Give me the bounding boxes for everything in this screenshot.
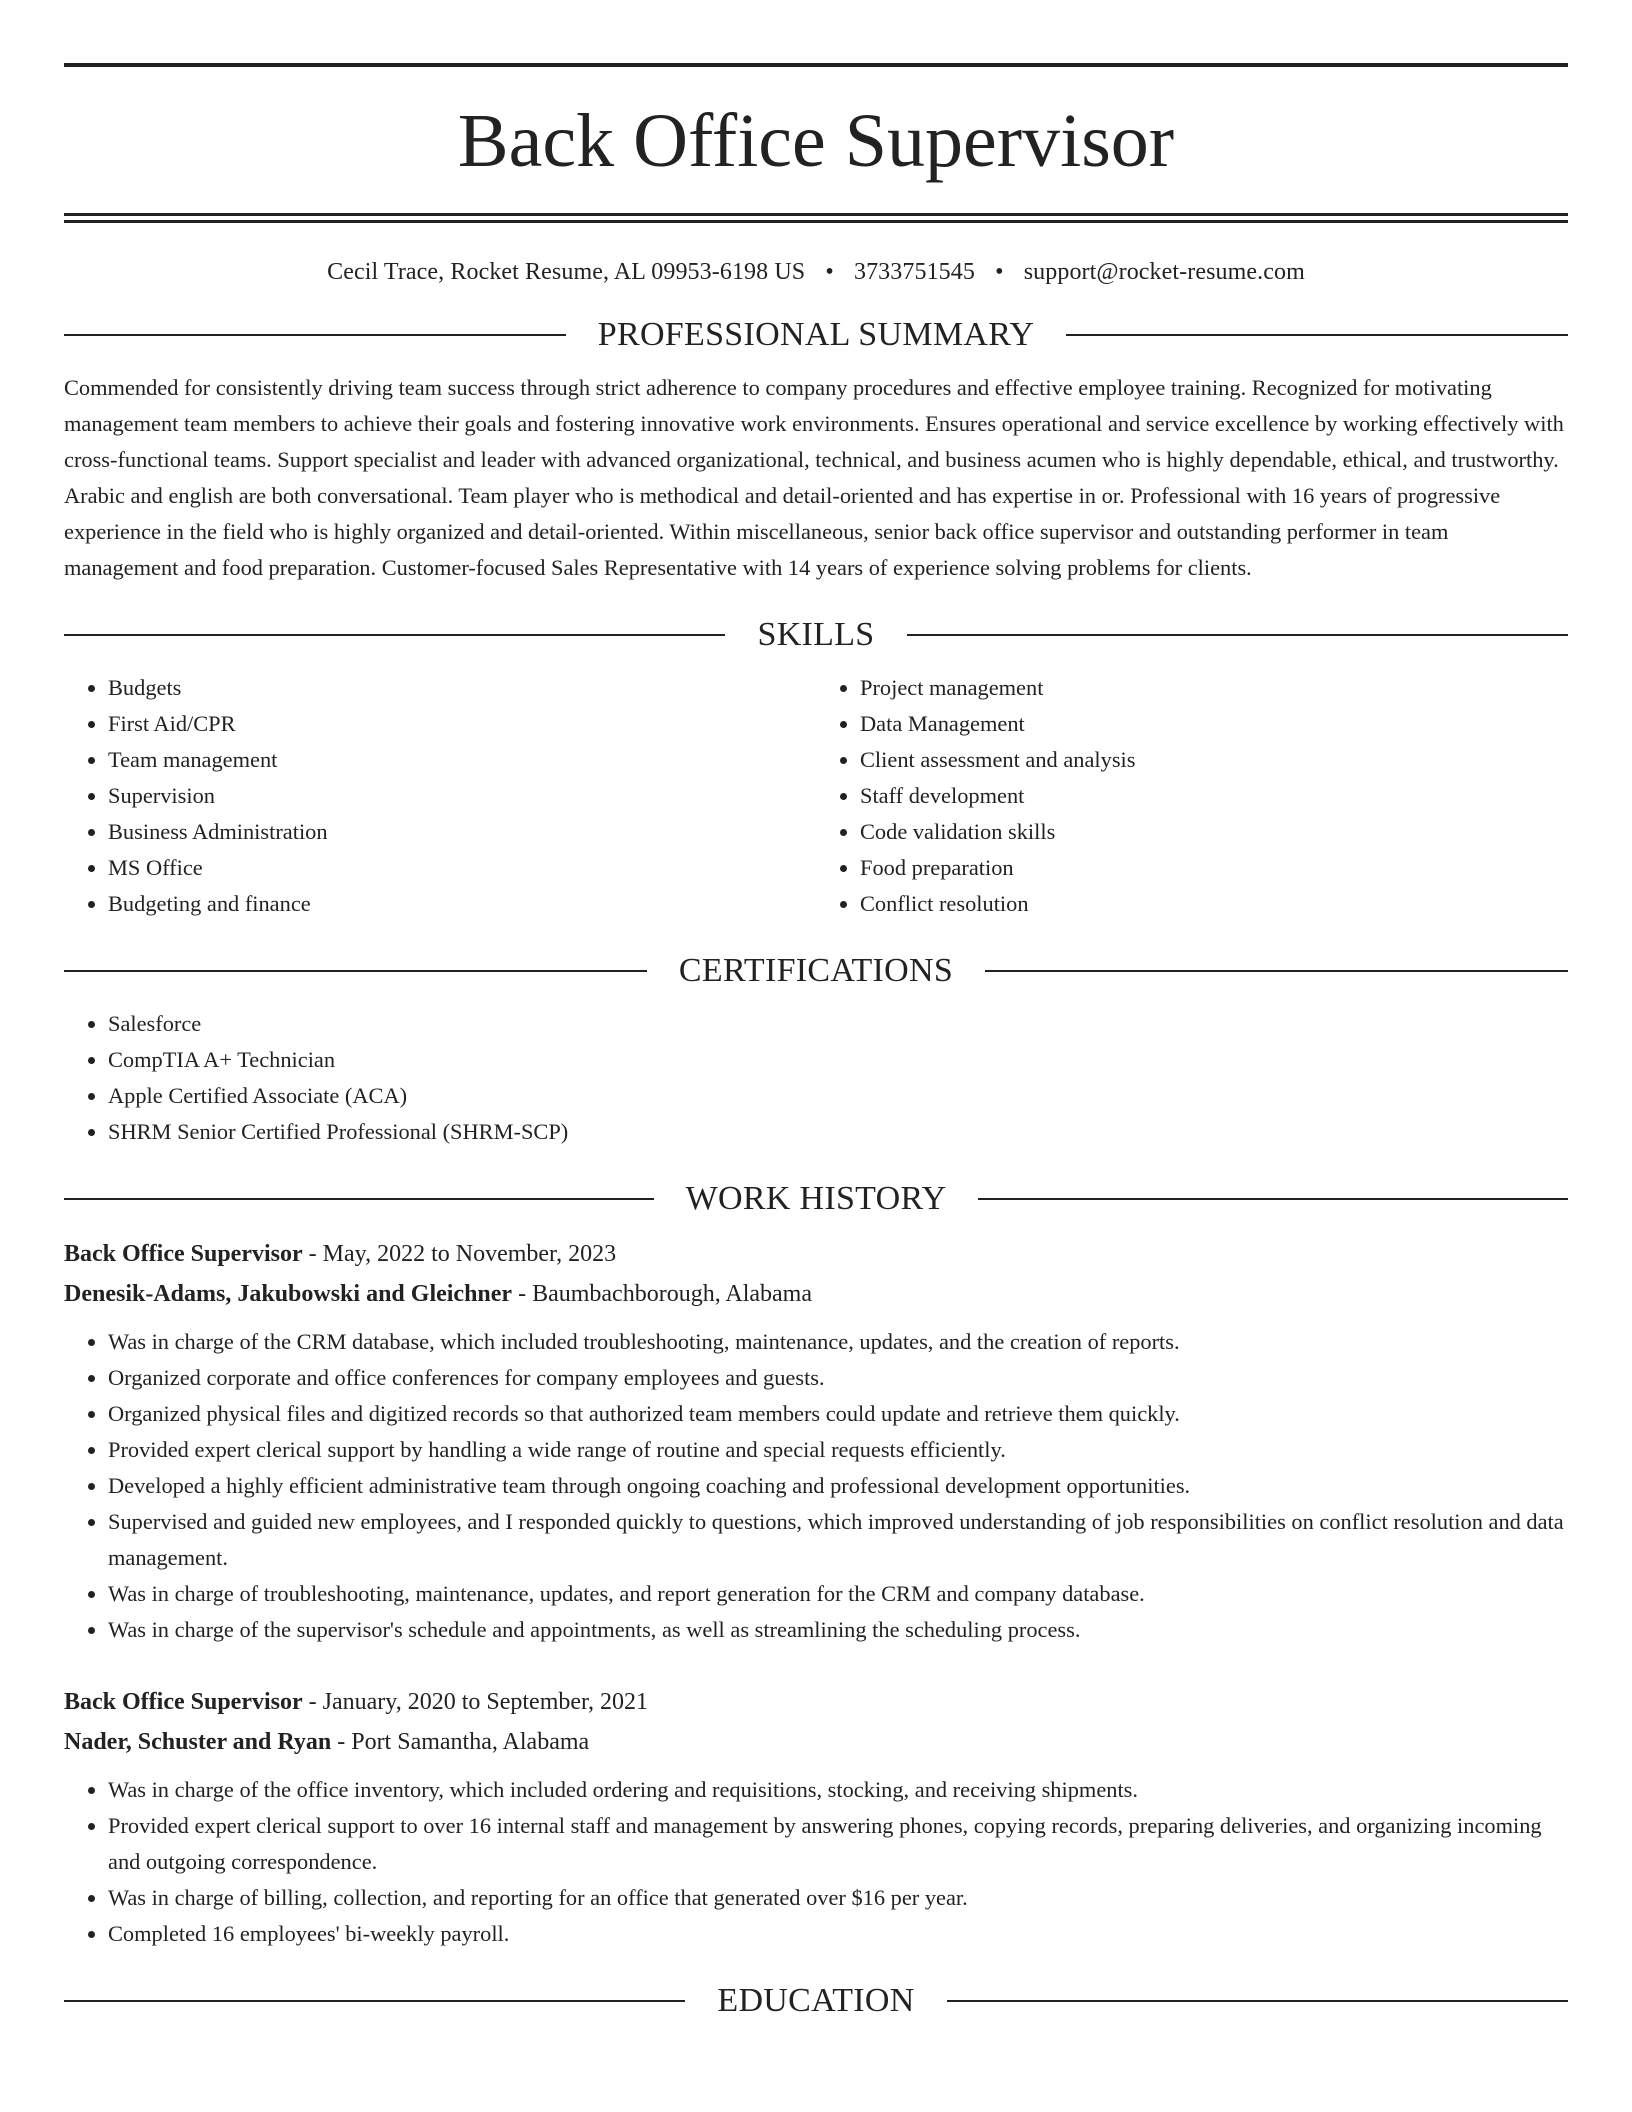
divider-line — [64, 1198, 654, 1200]
certification-item: • Apple Certified Associate (ACA) — [108, 1078, 1568, 1114]
job-company: Nader, Schuster and Ryan — [64, 1729, 332, 1755]
certification-item: • CompTIA A+ Technician — [108, 1042, 1568, 1078]
job-duty: • Completed 16 employees' bi-weekly payroll. — [108, 1916, 1568, 1952]
page-title: Back Office Supervisor — [457, 99, 1175, 183]
title-block — [64, 0, 1568, 223]
job-duty: • Organized corporate and office conferences for company employees and guests. — [108, 1360, 1568, 1396]
job-duty: • Was in charge of troubleshooting, maintenance, updates, and report generation for the CRM and company database. — [108, 1576, 1568, 1612]
contact-address: Cecil Trace, Rocket Resume, AL 09953-6198 US — [327, 259, 806, 285]
skill-item: • Project management — [860, 670, 1568, 706]
skills-list-right — [816, 670, 1568, 922]
job-title: Back Office Supervisor — [64, 1689, 303, 1715]
divider-line — [978, 1198, 1568, 1200]
divider-line — [64, 970, 647, 972]
job-duty: • Provided expert clerical support by handling a wide range of routine and special requests efficiently. — [108, 1432, 1568, 1468]
skill-item: • MS Office — [108, 850, 816, 886]
contact-separator: • — [825, 259, 834, 285]
contact-separator: • — [995, 259, 1004, 285]
section-title: PROFESSIONAL SUMMARY — [597, 316, 1035, 353]
job-duty: • Provided expert clerical support to over 16 internal staff and management by answering phones, copying records, preparing deliveries, and organizing incoming and outgoing correspondence. — [108, 1808, 1568, 1880]
divider-line — [64, 634, 725, 636]
skill-item: • Supervision — [108, 778, 816, 814]
job-duties-list — [64, 1324, 1568, 1648]
divider-line — [64, 334, 566, 336]
job-dates: May, 2022 to November, 2023 — [322, 1241, 617, 1267]
section-heading-certifications — [64, 954, 1568, 988]
double-rule — [64, 213, 1568, 223]
section-title: SKILLS — [757, 616, 875, 653]
divider-line — [985, 970, 1568, 972]
job-duty: • Supervised and guided new employees, and I responded quickly to questions, which improved understanding of job responsibilities on conflict resolution and data management. — [108, 1504, 1568, 1576]
divider-line — [1066, 334, 1568, 336]
job-title-line — [64, 1682, 1568, 1722]
section-heading-education — [64, 1984, 1568, 2018]
job-duty: • Was in charge of the CRM database, which included troubleshooting, maintenance, updates, and the creation of reports. — [108, 1324, 1568, 1360]
job-entry — [64, 1234, 1568, 1648]
contact-email: support@rocket-resume.com — [1023, 259, 1305, 285]
skill-item: • Staff development — [860, 778, 1568, 814]
job-dash: - — [337, 1729, 352, 1755]
summary-text: Commended for consistently driving team success through strict adherence to company procedures and effective employee training. Recognized for motivating management team members to achieve their goals and fostering innovative work environments. Ensures operational and service excellence by working effectively with cross-functional teams. Support specialist and leader with advanced organizational, technical, and business acumen who is highly dependable, ethical, and trustworthy. Arabic and english are both conversational. Team player who is methodical and detail-oriented and has expertise in or. Professional with 16 years of progressive experience in the field who is highly organized and detail-oriented. Within miscellaneous, senior back office supervisor and outstanding performer in team management and food preparation. Customer-focused Sales Representative with 14 years of experience solving problems for clients. — [64, 375, 1564, 580]
skills-grid — [64, 670, 1568, 922]
job-dash: - — [518, 1281, 533, 1307]
section-title: EDUCATION — [717, 1982, 915, 2019]
job-location: Port Samantha, Alabama — [351, 1729, 590, 1755]
job-dash: - — [308, 1241, 323, 1267]
section-title: CERTIFICATIONS — [678, 952, 954, 989]
job-location: Baumbachborough, Alabama — [532, 1281, 813, 1307]
job-duty: • Was in charge of the supervisor's schedule and appointments, as well as streamlining the scheduling process. — [108, 1612, 1568, 1648]
job-company-line — [64, 1274, 1568, 1314]
job-dash: - — [308, 1689, 323, 1715]
divider-line — [64, 2000, 685, 2002]
skills-list-left — [64, 670, 816, 922]
job-title: Back Office Supervisor — [64, 1241, 303, 1267]
section-title: WORK HISTORY — [685, 1180, 947, 1217]
job-title-line — [64, 1234, 1568, 1274]
skill-item: • Team management — [108, 742, 816, 778]
skill-item: • Code validation skills — [860, 814, 1568, 850]
job-duty: • Was in charge of the office inventory, which included ordering and requisitions, stocking, and receiving shipments. — [108, 1772, 1568, 1808]
job-duty: • Was in charge of billing, collection, and reporting for an office that generated over $16 per year. — [108, 1880, 1568, 1916]
section-heading-skills — [64, 618, 1568, 652]
skill-item: • Budgets — [108, 670, 816, 706]
section-heading-summary — [64, 318, 1568, 352]
job-dates: January, 2020 to September, 2021 — [322, 1689, 649, 1715]
job-company-line — [64, 1722, 1568, 1762]
divider-line — [947, 2000, 1568, 2002]
skill-item: • Data Management — [860, 706, 1568, 742]
skill-item: • Food preparation — [860, 850, 1568, 886]
skill-item: • Budgeting and finance — [108, 886, 816, 922]
job-entry — [64, 1682, 1568, 1952]
contact-phone: 3733751545 — [853, 259, 975, 285]
job-company: Denesik-Adams, Jakubowski and Gleichner — [64, 1281, 513, 1307]
skill-item: • Business Administration — [108, 814, 816, 850]
section-heading-work-history — [64, 1182, 1568, 1216]
job-duty: • Developed a highly efficient administrative team through ongoing coaching and professional development opportunities. — [108, 1468, 1568, 1504]
contact-line — [64, 259, 1568, 286]
certification-item: • Salesforce — [108, 1006, 1568, 1042]
skill-item: • First Aid/CPR — [108, 706, 816, 742]
certification-item: • SHRM Senior Certified Professional (SHRM-SCP) — [108, 1114, 1568, 1150]
skill-item: • Conflict resolution — [860, 886, 1568, 922]
certifications-list — [64, 1006, 1568, 1150]
divider-line — [907, 634, 1568, 636]
skill-item: • Client assessment and analysis — [860, 742, 1568, 778]
job-duty: • Organized physical files and digitized records so that authorized team members could update and retrieve them quickly. — [108, 1396, 1568, 1432]
job-duties-list — [64, 1772, 1568, 1952]
